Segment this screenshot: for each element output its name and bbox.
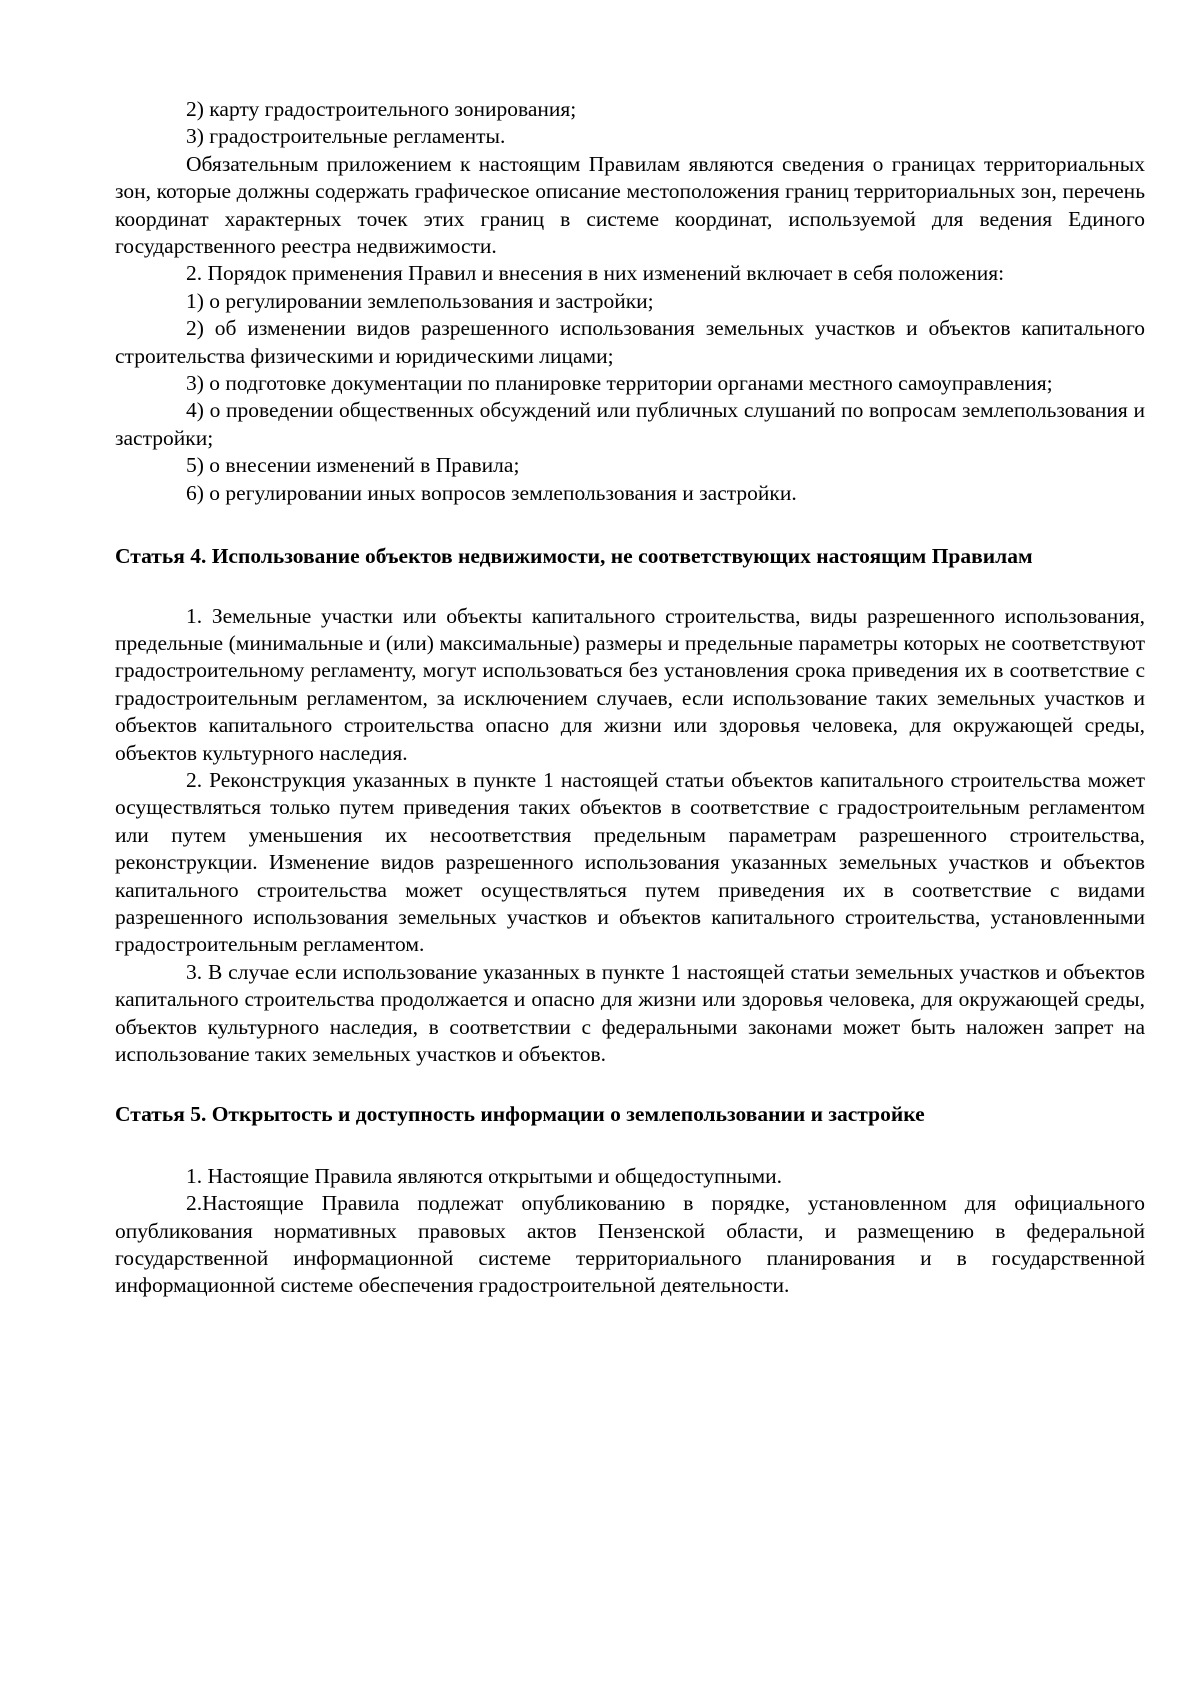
intro-item-zoning-map: 2) карту градостроительного зонирования;: [186, 97, 577, 121]
article-5-section: [115, 1101, 1145, 1299]
document-page: [115, 96, 1145, 1300]
intro-item-change-permitted-use: 2) об изменении видов разрешенного использования земельных участков и объектов капитального строительства физическими и юридическими лицами;: [115, 316, 1145, 368]
intro-section: [115, 96, 1145, 507]
intro-item-public-hearings: 4) о проведении общественных обсуждений или публичных слушаний по вопросам землепользования и застройки;: [115, 398, 1145, 450]
intro-item-land-use-regulation: 1) о регулировании землепользования и застройки;: [186, 288, 654, 313]
article-4-paragraph-3: 3. В случае если использование указанных в пункте 1 настоящей статьи земельных участков и объектов капитального строительства продолжается и опасно для жизни или здоровья человека, для окружающей среды, объектов культурного наследия, в соответствии с федеральными законами может быть наложен запрет на использование таких земельных участков и объектов.: [115, 959, 1145, 1066]
intro-item-other-questions: 6) о регулировании иных вопросов землепользования и застройки.: [186, 480, 797, 505]
article-5-heading: Статья 5. Открытость и доступность информации о землепользовании и застройке: [115, 1102, 925, 1127]
article-4-section: [115, 543, 1145, 1068]
article-4-paragraph-1: 1. Земельные участки или объекты капитального строительства, виды разрешенного использования, предельные (минимальные и (или) максимальные) размеры и предельные параметры которых не соответствуют градостроительному регламенту, могут использоваться без установления срока приведения их в соответствие с градостроительным регламентом, за исключением случаев, если использование таких земельных участков и объектов капитального строительства опасно для жизни или здоровья человека, для окружающей среды, объектов культурного наследия.: [115, 603, 1145, 765]
intro-item-planning-documentation: 3) о подготовке документации по планировке территории органами местного самоуправления;: [186, 371, 1053, 396]
intro-paragraph-procedure: 2. Порядок применения Правил и внесения в них изменений включает в себя положения:: [186, 261, 1005, 286]
intro-paragraph-appendix: Обязательным приложением к настоящим Правилам являются сведения о границах территориальных зон, которые должны содержать графическое описание местоположения границ территориальных зон, перечень координат характерных точек этих границ в системе координат, используемой для ведения Единого государственного реестра недвижимости.: [115, 151, 1145, 259]
article-4-heading: Статья 4. Использование объектов недвижимости, не соответствующих настоящим Правилам: [115, 544, 1033, 569]
intro-item-amendments: 5) о внесении изменений в Правила;: [186, 453, 520, 478]
intro-item-regulations: 3) градостроительные регламенты.: [186, 124, 506, 149]
article-4-paragraph-2: 2. Реконструкция указанных в пункте 1 настоящей статьи объектов капитального строительства может осуществляться только путем приведения таких объектов в соответствие с градостроительным регламентом или путем уменьшения их несоответствия предельным параметрам разрешенного строительства, реконструкции. Изменение видов разрешенного использования указанных земельных участков и объектов капитального строительства может осуществляться путем приведения их в соответствие с видами разрешенного использования земельных участков и объектов капитального строительства, установленными градостроительным регламентом.: [115, 767, 1145, 957]
article-5-paragraph-1: 1. Настоящие Правила являются открытыми и общедоступными.: [186, 1163, 782, 1188]
article-5-paragraph-2: 2.Настоящие Правила подлежат опубликованию в порядке, установленном для официального опубликования нормативных правовых актов Пензенской области, и размещению в федеральной государственной информационной системе территориального планирования и в государственной информационной системе обеспечения градостроительной деятельности.: [115, 1191, 1145, 1298]
